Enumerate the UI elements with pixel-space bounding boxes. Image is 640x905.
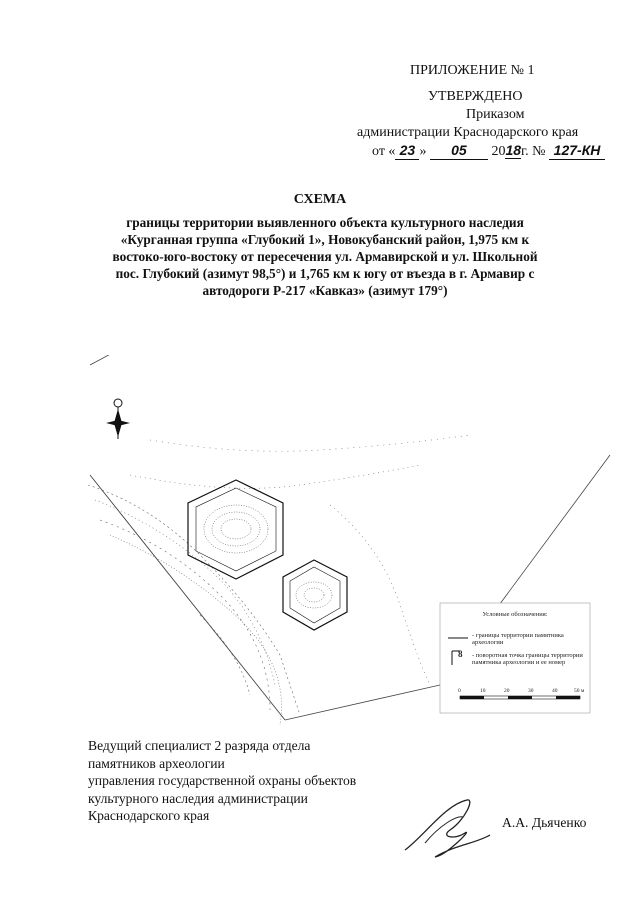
signer-position xyxy=(88,737,356,825)
description-line: востоко-юго-востоку от пересечения ул. Армавирской и ул. Школьной xyxy=(112,249,538,264)
administration-label: администрации Краснодарского края xyxy=(357,125,579,140)
scale-label: 10 xyxy=(480,688,486,694)
legend-title: Условные обозначения: xyxy=(482,611,548,618)
approved-label: УТВЕРЖДЕНО xyxy=(428,89,523,104)
order-number: 127-КН xyxy=(549,142,605,160)
north-arrow-icon xyxy=(106,399,130,439)
legend-point-label: - поворотная точка границы территории памятника археологии и ее номер xyxy=(472,652,583,666)
scale-label: 20 xyxy=(504,688,510,694)
description-line: границы территории выявленного объекта культурного наследия xyxy=(126,215,524,230)
date-prefix: от « xyxy=(372,144,396,159)
order-date-line xyxy=(372,142,632,160)
scale-label: 50 м xyxy=(574,688,585,694)
signature-image xyxy=(395,795,495,865)
legend-boundary-label: - границы территории памятника археологии xyxy=(472,632,564,646)
scale-bar xyxy=(460,696,580,699)
scale-label: 0 xyxy=(458,688,461,694)
description-line: «Курганная группа «Глубокий 1», Новокубанский район, 1,975 км к xyxy=(120,232,530,247)
description-line: пос. Глубокий (азимут 98,5°) и 1,765 км к югу от въезда в г. Армавир с xyxy=(115,266,535,281)
signer-position-line: Ведущий специалист 2 разряда отдела xyxy=(88,738,311,753)
signer-name: А.А. Дьяченко xyxy=(502,815,587,830)
signer-position-line: культурного наследия администрации xyxy=(88,790,308,806)
site-map xyxy=(0,355,640,735)
kurgan-2-boundary xyxy=(283,560,347,630)
signer-position-line: Краснодарского края xyxy=(88,808,210,824)
signer-position-line: памятников археологии xyxy=(88,755,225,771)
kurgan-1-boundary xyxy=(188,480,283,579)
description-line: автодороги Р-217 «Кавказ» (азимут 179°) xyxy=(202,283,448,298)
document-title: СХЕМА xyxy=(293,192,347,207)
date-day: 23 xyxy=(395,142,419,160)
scale-label: 30 xyxy=(528,688,534,694)
date-year-prefix: 20 xyxy=(491,144,506,159)
legend-point-marker: 8 xyxy=(458,649,463,659)
signer-position-line: управления государственной охраны объектов xyxy=(88,773,357,789)
date-year-end: г. № xyxy=(521,144,546,159)
date-year-suffix: 18 xyxy=(505,142,522,158)
order-label: Приказом xyxy=(466,107,525,122)
date-mid: » xyxy=(419,144,427,159)
date-month: 05 xyxy=(430,142,488,160)
appendix-label: ПРИЛОЖЕНИЕ № 1 xyxy=(410,63,535,78)
scale-label: 40 xyxy=(552,688,558,694)
document-description xyxy=(70,214,580,299)
